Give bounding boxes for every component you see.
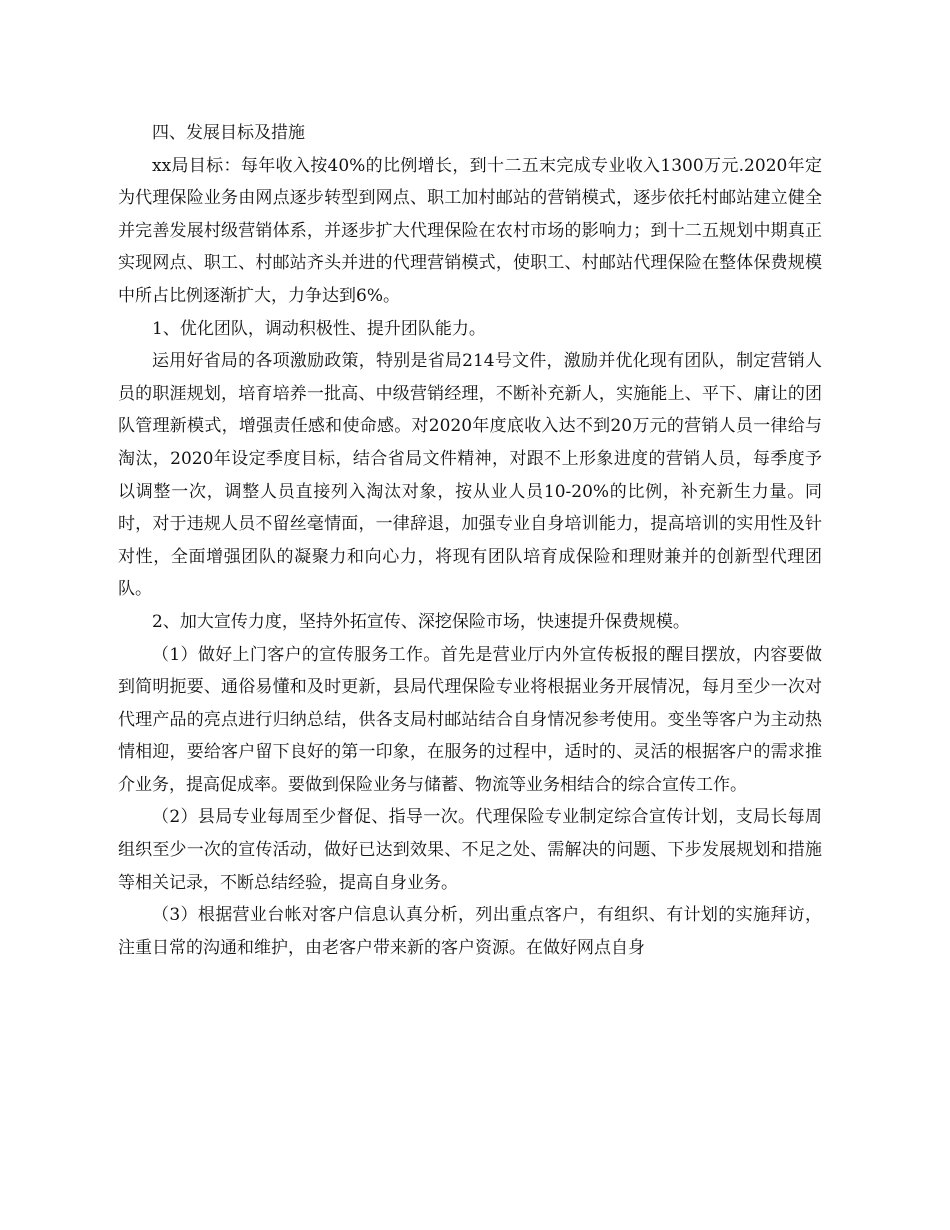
paragraph-item-1: （1）做好上门客户的宣传服务工作。首先是营业厅内外宣传板报的醒目摆放，内容要做到简明扼要、通俗易懂和及时更新，县局代理保险专业将根据业务开展情况，每月至少一次对代理产品的亮点进行归纳总结，供各支局村邮站结合自身情况参考使用。变坐等客户为主动热情相迎，要给客户留下良好的第一印象，在服务的过程中，适时的、灵活的根据客户的需求推介业务，提高促成率。要做到保险业务与储蓄、物流等业务相结合的综合宣传工作。 — [118, 644, 822, 795]
paragraph-item-3: （3）根据营业台帐对客户信息认真分析，列出重点客户，有组织、有计划的实施拜访，注重日常的沟通和维护，由老客户带来新的客户资源。在做好网点自身 — [118, 905, 822, 958]
paragraph-goal: xx局目标：每年收入按40%的比例增长，到十二五末完成专业收入1300万元.2020年定为代理保险业务由网点逐步转型到网点、职工加村邮站的营销模式，逐步依托村邮站建立健全并完善发展村级营销体系，并逐步扩大代理保险在农村市场的影响力；到十二五规划中期真正实现网点、职工、村邮站齐头并进的代理营销模式，使职工、村邮站代理保险在整体保费规模中所占比例逐渐扩大，力争达到6%。 — [118, 155, 822, 306]
document-body — [118, 117, 822, 964]
subheading-team: 1、优化团队，调动积极性、提升团队能力。 — [152, 318, 486, 339]
paragraph-team: 运用好省局的各项激励政策，特别是省局214号文件，激励并优化现有团队，制定营销人员的职涯规划，培育培养一批高、中级营销经理，不断补充新人，实施能上、平下、庸让的团队管理新模式，增强责任感和使命感。对2020年度底收入达不到20万元的营销人员一律给与淘汰，2020年设定季度目标，结合省局文件精神，对跟不上形象进度的营销人员，每季度予以调整一次，调整人员直接列入淘汰对象，按从业人员10-20%的比例，补充新生力量。同时，对于违规人员不留丝毫情面，一律辞退，加强专业自身培训能力，提高培训的实用性及针对性，全面增强团队的凝聚力和向心力，将现有团队培育成保险和理财兼并的创新型代理团队。 — [118, 351, 822, 600]
paragraph-item-2: （2）县局专业每周至少督促、指导一次。代理保险专业制定综合宣传计划，支局长每周组织至少一次的宣传活动，做好已达到效果、不足之处、需解决的问题、下步发展规划和措施等相关记录，不断总结经验，提高自身业务。 — [118, 807, 822, 893]
section-heading: 四、发展目标及措施 — [152, 123, 305, 143]
subheading-promotion: 2、加大宣传力度，坚持外拓宣传、深挖保险市场，快速提升保费规模。 — [152, 611, 690, 632]
